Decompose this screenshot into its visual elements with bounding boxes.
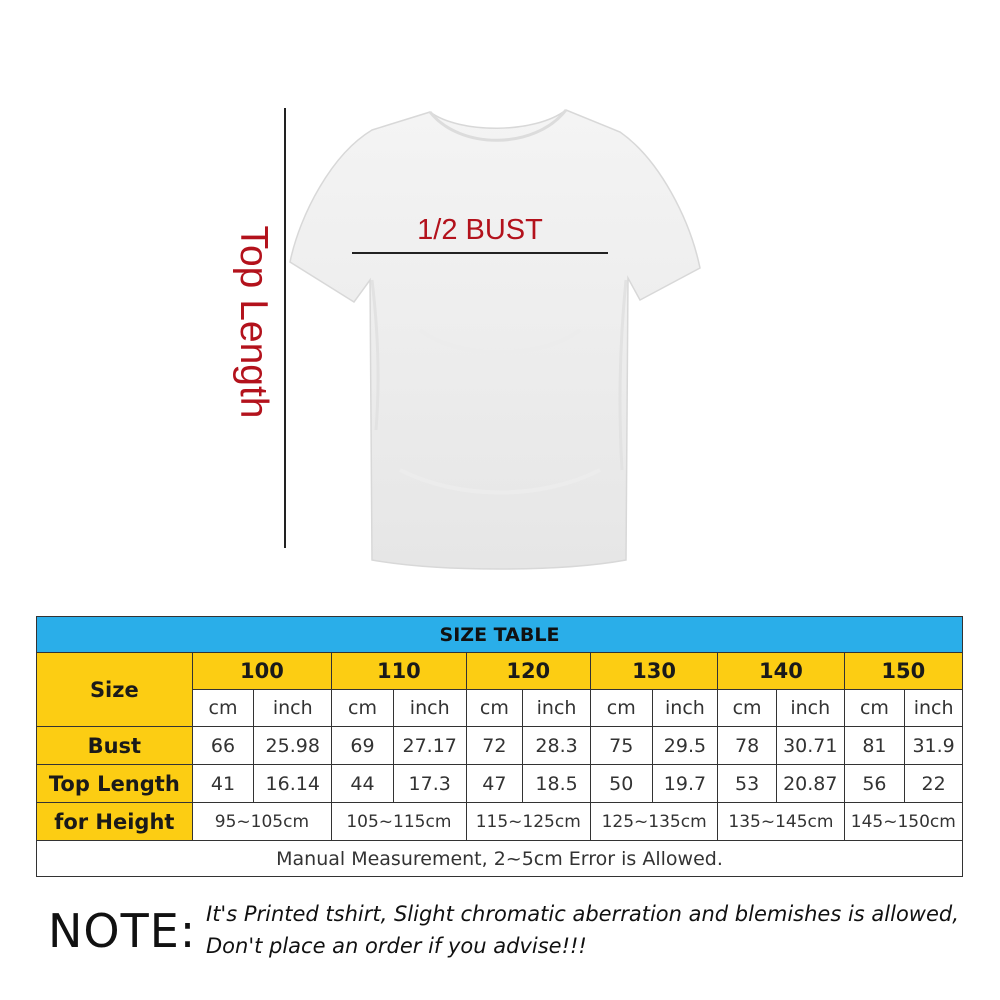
table-cell: 31.9 [905, 727, 963, 765]
unit-cm: cm [590, 690, 652, 727]
note-text: It's Printed tshirt, Slight chromatic aberration and blemishes is allowed, Don't place an order if you advise!!! [206, 902, 959, 958]
height-range: 135~145cm [718, 803, 844, 841]
size-header: Size [37, 653, 193, 727]
unit-inch: inch [523, 690, 591, 727]
unit-cm: cm [332, 690, 394, 727]
unit-cm: cm [192, 690, 254, 727]
unit-inch: inch [905, 690, 963, 727]
unit-inch: inch [776, 690, 844, 727]
table-cell: 17.3 [393, 765, 466, 803]
size-table-title: SIZE TABLE [37, 617, 963, 653]
table-cell: 18.5 [523, 765, 591, 803]
table-cell: 19.7 [652, 765, 718, 803]
tshirt-shape [290, 110, 700, 569]
table-cell: 28.3 [523, 727, 591, 765]
height-range: 105~115cm [332, 803, 466, 841]
height-range: 115~125cm [466, 803, 590, 841]
table-cell: 27.17 [393, 727, 466, 765]
unit-inch: inch [254, 690, 332, 727]
size-120: 120 [466, 653, 590, 690]
table-cell: 16.14 [254, 765, 332, 803]
row-label-top-length: Top Length [37, 765, 193, 803]
table-cell: 30.71 [776, 727, 844, 765]
table-cell: 50 [590, 765, 652, 803]
size-110: 110 [332, 653, 466, 690]
unit-inch: inch [393, 690, 466, 727]
unit-cm: cm [466, 690, 523, 727]
height-range: 125~135cm [590, 803, 717, 841]
measurement-note: Manual Measurement, 2~5cm Error is Allowed. [37, 841, 963, 877]
table-cell: 44 [332, 765, 394, 803]
table-cell: 56 [844, 765, 905, 803]
table-cell: 78 [718, 727, 777, 765]
note-title: NOTE: [48, 904, 197, 958]
shirt-diagram: Top Length 1/2 BUST [0, 0, 1000, 600]
row-label-bust: Bust [37, 727, 193, 765]
table-cell: 22 [905, 765, 963, 803]
table-cell: 69 [332, 727, 394, 765]
size-table [36, 616, 963, 877]
table-cell: 41 [192, 765, 254, 803]
table-cell: 29.5 [652, 727, 718, 765]
unit-inch: inch [652, 690, 718, 727]
table-cell: 72 [466, 727, 523, 765]
table-cell: 47 [466, 765, 523, 803]
size-140: 140 [718, 653, 844, 690]
bust-line [352, 252, 608, 254]
bust-label: 1/2 BUST [417, 214, 543, 246]
row-label-for-height: for Height [37, 803, 193, 841]
top-length-line [284, 108, 286, 548]
size-130: 130 [590, 653, 717, 690]
unit-cm: cm [718, 690, 777, 727]
size-150: 150 [844, 653, 962, 690]
table-row-top-length [37, 765, 963, 803]
height-range: 145~150cm [844, 803, 962, 841]
table-row-bust [37, 727, 963, 765]
table-cell: 81 [844, 727, 905, 765]
table-cell: 25.98 [254, 727, 332, 765]
table-cell: 66 [192, 727, 254, 765]
table-cell: 20.87 [776, 765, 844, 803]
size-100: 100 [192, 653, 331, 690]
table-row-for-height [37, 803, 963, 841]
table-cell: 75 [590, 727, 652, 765]
height-range: 95~105cm [192, 803, 331, 841]
table-cell: 53 [718, 765, 777, 803]
unit-cm: cm [844, 690, 905, 727]
